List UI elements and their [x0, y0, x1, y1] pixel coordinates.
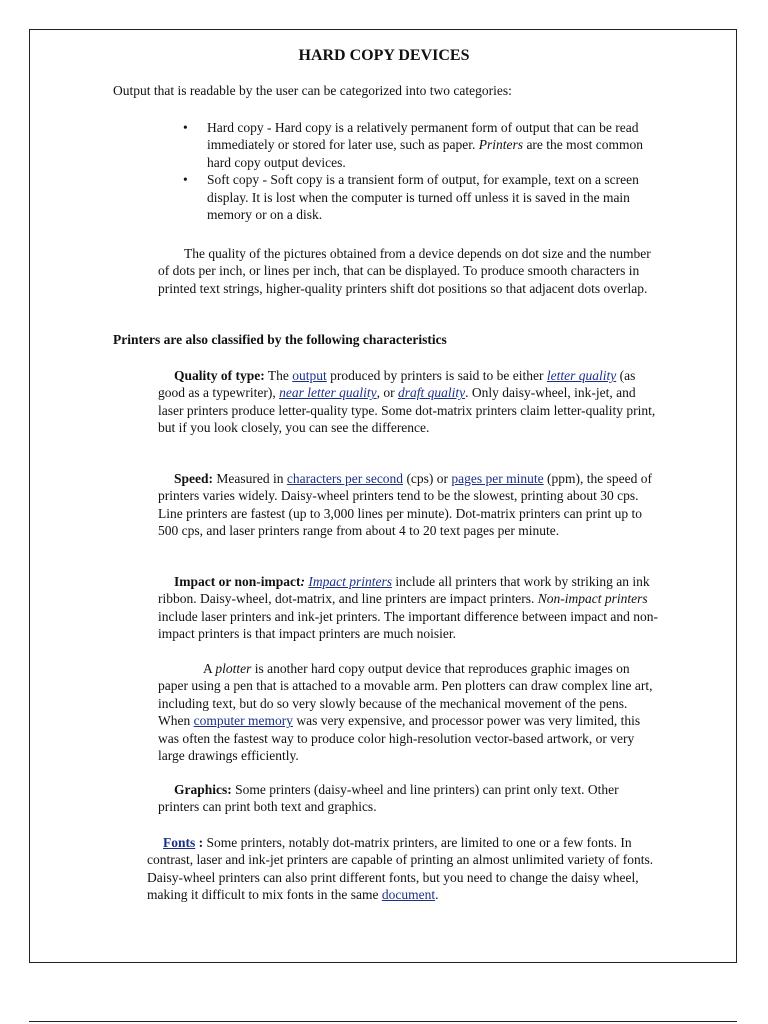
lead-colon: : [195, 835, 204, 850]
impact-printers-link[interactable]: Impact printers [308, 574, 392, 589]
near-letter-quality-link[interactable]: near letter quality [279, 385, 377, 401]
hard-copy-text-end: are the most common hard copy output devices. [207, 137, 644, 170]
characteristics-heading: Printers are also classified by the following characteristics [113, 332, 447, 347]
output-link[interactable]: output [292, 368, 327, 383]
soft-copy-text: Soft copy - Soft copy is a transient form of output, for example, text on a screen display. It is lost when the computer is turned off unless it is saved in the main memory or on a disk. [207, 172, 639, 223]
pages-per-minute-link[interactable]: pages per minute [451, 471, 544, 486]
printers-emphasis: Printers [478, 137, 524, 153]
text: (cps) or [403, 471, 452, 486]
letter-quality-link[interactable]: letter quality [546, 368, 617, 383]
text: Measured in [213, 471, 287, 486]
speed-section [158, 470, 658, 540]
fonts-link[interactable]: Fonts [163, 835, 196, 850]
section-lead: Impact or non-impact [174, 574, 301, 589]
section-lead: Speed: [174, 471, 214, 486]
hard-copy-text: Hard copy - Hard copy is a relatively permanent form of output that can be read immediately or stored for later use, such as paper. [207, 120, 639, 153]
text: Some printers, notably dot-matrix printers, are limited to one or a few fonts. In contrast, laser and ink-jet printers are capable of printing an almost unlimited variety of fonts. Daisy-wheel printers can also print different fonts, but you need to change the daisy wheel, making it difficult to mix fonts in the same [147, 835, 654, 903]
intro-text: Output that is readable by the user can be categorized into two categories: [113, 83, 512, 98]
text: Some printers (daisy-wheel and line printers) can print only text. Other printers can print both text and graphics. [158, 782, 619, 815]
text: (ppm), the speed of printers varies widely. Daisy-wheel printers tend to be the slowest, printing about 30 cps. Line printers are fastest (up to 3,000 lines per minute). Dot-matrix printers can print up to 500 cps, and laser printers range from about 4 to 20 text pages per minute. [158, 471, 652, 539]
plotter-emphasis: plotter [215, 661, 252, 676]
text: A [203, 661, 216, 676]
document-title: HARD COPY DEVICES [298, 47, 470, 64]
bullet-icon: • [183, 172, 188, 188]
list-item-hard-copy [180, 119, 660, 171]
text: (as good as a typewriter), [158, 368, 636, 401]
quality-of-type-section [158, 367, 658, 437]
bottom-rule [29, 1021, 737, 1022]
text: produced by printers is said to be either [326, 368, 547, 383]
text: . [435, 887, 439, 903]
fonts-section [147, 834, 667, 904]
non-impact-emphasis: Non-impact printers [537, 591, 648, 607]
computer-memory-link[interactable]: computer memory [193, 713, 293, 729]
text: , or [376, 385, 398, 401]
bullet-icon: • [183, 120, 188, 135]
lead-colon: : [300, 574, 305, 589]
plotter-paragraph [158, 660, 658, 764]
list-item-soft-copy [180, 171, 660, 223]
document-link[interactable]: document [381, 887, 436, 903]
text: is another hard copy output device that reproduces graphic images on paper using a pen that is attached to a movable arm. Pen plotters can draw complex line art, including text, but do so very slowly because of the mechanical movement of the pens. When [158, 661, 653, 729]
picture-quality-paragraph: The quality of the pictures obtained from a device depends on dot size and the number of dots per inch, or lines per inch, that can be displayed. To produce smooth characters in printed text strings, higher-quality printers shift dot positions so that adjacent dots overlap. [158, 246, 651, 296]
text: . Only daisy-wheel, ink-jet, and laser printers produce letter-quality type. Some dot-matrix printers claim letter-quality print, but if you look closely, you can see the difference. [158, 385, 656, 436]
text: The [264, 368, 293, 383]
section-lead: Quality of type: [174, 368, 265, 383]
impact-section [158, 573, 658, 643]
output-categories-list [180, 119, 660, 223]
section-lead: Graphics: [174, 782, 232, 797]
graphics-section [158, 781, 658, 816]
text: include laser printers and ink-jet printers. The important difference between impact and non-impact printers is that impact printers are much noisier. [158, 608, 658, 642]
text: was very expensive, and processor power was very limited, this was often the fastest way to produce color high-resolution vector-based artwork, or very large drawings efficiently. [158, 713, 641, 764]
draft-quality-link[interactable]: draft quality [397, 385, 466, 401]
text: include all printers that work by striking an ink ribbon. Daisy-wheel, dot-matrix, and line printers are impact printers. [158, 574, 650, 607]
characters-per-second-link[interactable]: characters per second [286, 471, 404, 486]
